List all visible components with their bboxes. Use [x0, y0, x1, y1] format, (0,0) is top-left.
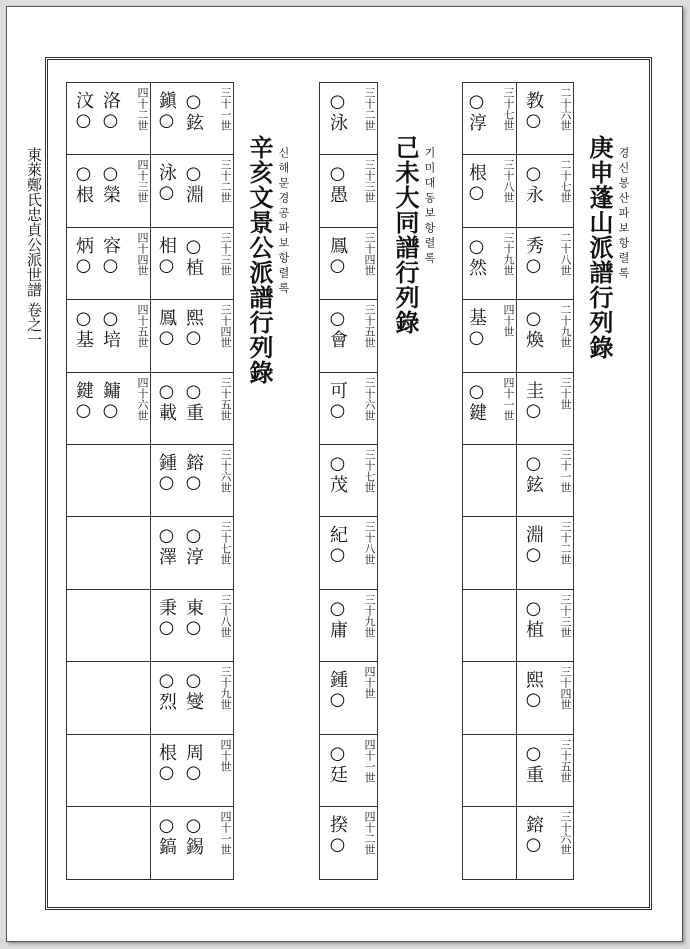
name-column: 鎔○	[183, 453, 204, 494]
name-column: ○鍵	[466, 380, 487, 422]
name-column: ○錫	[183, 815, 204, 856]
name-column: 容○	[100, 235, 121, 277]
generation-label: 三十四世	[363, 231, 376, 276]
generation-cell	[67, 228, 151, 300]
name-column: 熙○	[183, 308, 204, 350]
name-column: ○培	[100, 308, 121, 350]
generation-label: 四十二世	[136, 87, 149, 131]
name-column: ○廷	[327, 742, 348, 784]
generation-label: 四十二世	[363, 811, 376, 855]
name-column: 鏞○	[100, 380, 121, 422]
generation-label: 三十九世	[363, 593, 376, 638]
generation-cell	[463, 373, 517, 445]
generation-cell	[517, 155, 573, 227]
generation-cell	[67, 445, 151, 517]
generation-cell	[517, 590, 573, 662]
name-column: ○鉉	[183, 91, 204, 132]
generation-cell	[463, 590, 517, 662]
generation-label: 三十三世	[219, 231, 232, 276]
generation-label: 二十七世	[559, 159, 572, 204]
generation-cell	[463, 155, 517, 227]
generation-label: 三十一世	[219, 87, 232, 131]
generation-cell	[463, 300, 517, 372]
gyeongsin-korean-title: 경신봉산파보항렬록	[617, 147, 630, 282]
name-column: ○愚	[327, 163, 348, 205]
generation-cell	[463, 807, 517, 879]
generation-label: 三十八世	[363, 521, 376, 566]
generation-label: 三十九世	[219, 666, 232, 711]
generation-label: 三十四世	[559, 666, 572, 711]
name-column-secondary: 汶○	[73, 91, 94, 132]
generation-cell	[463, 735, 517, 807]
name-column: ○榮	[100, 163, 121, 205]
book-spine-title: 東萊鄭氏忠貞公派世譜 卷之一	[25, 147, 43, 347]
generation-cell	[151, 373, 233, 445]
generation-label: 二十八世	[559, 231, 572, 276]
generation-cell	[463, 517, 517, 589]
name-column-secondary: 炳○	[73, 235, 94, 277]
generation-cell	[517, 517, 573, 589]
name-column: 周○	[183, 742, 204, 784]
generation-cell	[320, 373, 377, 445]
name-column: 基○	[466, 308, 487, 350]
name-column: 鳳○	[327, 235, 348, 277]
generation-cell	[151, 155, 233, 227]
name-column: ○燮	[183, 670, 204, 712]
generation-cell	[320, 155, 377, 227]
name-column: 淵○	[523, 525, 544, 567]
name-column: 鍾○	[327, 670, 348, 712]
generation-cell	[517, 83, 573, 155]
name-column: 教○	[523, 91, 544, 132]
generation-cell	[320, 517, 377, 589]
generation-label: 四十一世	[363, 738, 376, 783]
name-column-secondary: 鍾○	[156, 453, 177, 494]
name-column-secondary: ○烈	[156, 670, 177, 712]
generation-label: 三十七世	[219, 521, 232, 566]
name-column: 可○	[327, 380, 348, 422]
name-column: ○淳	[466, 91, 487, 132]
generation-label: 三十五世	[363, 304, 376, 349]
name-column: ○重	[523, 742, 544, 784]
generation-label: 四十世	[363, 666, 376, 700]
generation-cell	[320, 300, 377, 372]
name-column: ○茂	[327, 453, 348, 494]
name-column-secondary: ○載	[156, 380, 177, 422]
name-column-secondary: 鍵○	[73, 380, 94, 422]
name-column: 熙○	[523, 670, 544, 712]
name-column: ○永	[523, 163, 544, 205]
generation-label: 四十五世	[136, 304, 149, 349]
page	[6, 6, 683, 942]
generation-label: 二十九世	[559, 304, 572, 349]
name-column: ○庸	[327, 597, 348, 639]
generation-label: 三十四世	[219, 304, 232, 349]
generation-label: 四十世	[502, 304, 515, 338]
generation-label: 四十世	[219, 738, 232, 772]
generation-label: 四十六世	[136, 376, 149, 421]
generation-cell	[151, 228, 233, 300]
name-column-secondary: 鎭○	[156, 91, 177, 132]
generation-cell	[151, 590, 233, 662]
gimi-table	[319, 82, 378, 880]
generation-cell	[151, 807, 233, 879]
name-column-secondary: 鳳○	[156, 308, 177, 350]
name-column-secondary: 根○	[156, 742, 177, 784]
name-column: ○淵	[183, 163, 204, 205]
generation-cell	[320, 590, 377, 662]
generation-cell	[151, 300, 233, 372]
generation-cell	[151, 662, 233, 734]
name-column: 鎔○	[523, 815, 544, 856]
generation-cell	[67, 662, 151, 734]
name-column: 紀○	[327, 525, 348, 567]
name-column: ○植	[183, 235, 204, 277]
generation-label: 三十五世	[559, 738, 572, 783]
generation-cell	[517, 445, 573, 517]
name-column-secondary: ○澤	[156, 525, 177, 567]
name-column: ○植	[523, 597, 544, 639]
name-column: 秀○	[523, 235, 544, 277]
name-column: 根○	[466, 163, 487, 205]
generation-label: 三十二世	[559, 521, 572, 566]
name-column: ○重	[183, 380, 204, 422]
generation-cell	[67, 373, 151, 445]
name-column-secondary: 秉○	[156, 597, 177, 639]
name-column: ○鉉	[523, 453, 544, 494]
generation-cell	[463, 445, 517, 517]
generation-cell	[517, 228, 573, 300]
generation-cell	[67, 807, 151, 879]
gyeongsin-table	[462, 82, 574, 880]
generation-cell	[517, 735, 573, 807]
name-column-secondary: ○根	[73, 163, 94, 205]
generation-label: 三十世	[559, 376, 572, 410]
generation-cell	[517, 373, 573, 445]
generation-cell	[463, 228, 517, 300]
generation-cell	[67, 590, 151, 662]
generation-cell	[320, 807, 377, 879]
name-column: ○會	[327, 308, 348, 350]
generation-cell	[67, 300, 151, 372]
name-column: 圭○	[523, 380, 544, 422]
sinhae-table	[66, 82, 234, 880]
generation-cell	[67, 155, 151, 227]
generation-cell	[67, 517, 151, 589]
generation-label: 三十一世	[559, 449, 572, 493]
generation-cell	[320, 83, 377, 155]
generation-cell	[151, 83, 233, 155]
generation-cell	[320, 228, 377, 300]
gimi-korean-title: 기미대동보항렬록	[423, 147, 436, 267]
sinhae-title: 辛亥文景公派譜行列錄	[245, 135, 274, 385]
name-column-secondary: ○鎬	[156, 815, 177, 856]
generation-label: 三十七世	[363, 449, 376, 493]
generation-cell	[517, 807, 573, 879]
generation-label: 三十二世	[363, 87, 376, 131]
name-column-secondary: ○基	[73, 308, 94, 350]
name-column: ○泳	[327, 91, 348, 132]
generation-label: 二十六世	[559, 87, 572, 131]
name-column: 洛○	[100, 91, 121, 132]
generation-label: 三十八世	[502, 159, 515, 204]
generation-cell	[151, 735, 233, 807]
name-column: ○淳	[183, 525, 204, 567]
generation-cell	[67, 735, 151, 807]
gimi-title: 己未大同譜行列錄	[391, 135, 420, 335]
sinhae-korean-title: 신해문경공파보항렬록	[277, 147, 290, 297]
generation-label: 四十四世	[136, 231, 149, 276]
generation-label: 三十三世	[363, 159, 376, 204]
generation-cell	[463, 83, 517, 155]
generation-cell	[67, 83, 151, 155]
generation-cell	[320, 662, 377, 734]
name-column: ○煥	[523, 308, 544, 350]
name-column: 揆○	[327, 815, 348, 856]
generation-label: 三十五世	[219, 376, 232, 421]
generation-label: 三十九世	[502, 231, 515, 276]
name-column-secondary: 泳○	[156, 163, 177, 205]
gyeongsin-title: 庚申蓬山派譜行列錄	[585, 135, 614, 360]
generation-label: 三十二世	[219, 159, 232, 204]
generation-cell	[320, 735, 377, 807]
generation-cell	[320, 445, 377, 517]
generation-cell	[463, 662, 517, 734]
generation-cell	[151, 517, 233, 589]
generation-label: 三十三世	[559, 593, 572, 638]
generation-label: 三十六世	[363, 376, 376, 421]
generation-label: 四十三世	[136, 159, 149, 204]
generation-cell	[151, 445, 233, 517]
generation-label: 三十六世	[219, 449, 232, 493]
generation-cell	[517, 300, 573, 372]
generation-label: 三十八世	[219, 593, 232, 638]
name-column: ○然	[466, 235, 487, 277]
generation-cell	[517, 662, 573, 734]
generation-label: 三十六世	[559, 811, 572, 855]
generation-label: 三十七世	[502, 87, 515, 131]
generation-label: 四十一世	[219, 811, 232, 855]
name-column: 東○	[183, 597, 204, 639]
name-column-secondary: 相○	[156, 235, 177, 277]
generation-label: 四十一世	[502, 376, 515, 421]
